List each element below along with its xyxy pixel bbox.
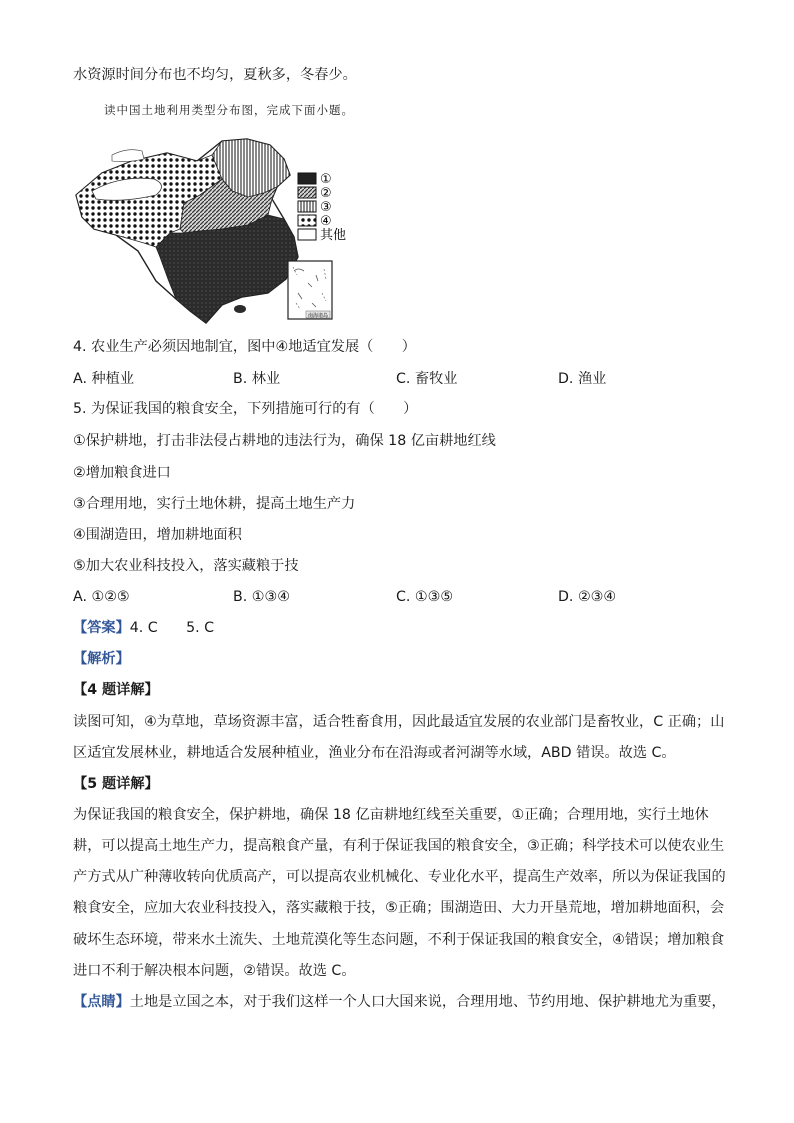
- q5-statement: ⑤加大农业科技投入，落实藏粮于技: [73, 558, 299, 574]
- q5-statement: ④围湖造田，增加耕地面积: [73, 527, 242, 543]
- paragraph-line: 水资源时间分布也不均匀，夏秋多，冬春少。: [73, 67, 357, 83]
- answer-line: [73, 618, 724, 638]
- paragraph-line: 破坏生态环境，带来水土流失、土地荒漠化等生态问题，不利于保证我国的粮食安全，④错误；增加粮食: [73, 932, 725, 948]
- dianjing-tag: 【点睛】: [73, 994, 130, 1010]
- q5-option-b: B. ①③④: [233, 589, 290, 605]
- q4-option-a: A. 种植业: [73, 371, 135, 387]
- q5-option-c: C. ①③⑤: [396, 589, 454, 605]
- legend-label: ④: [320, 214, 332, 229]
- q4-option-b: B. 林业: [233, 371, 281, 387]
- legend-swatch-1: [298, 173, 316, 184]
- legend-label: ②: [320, 186, 332, 201]
- china-land-use-map: [72, 133, 362, 325]
- q5-detail-heading: 【5 题详解】: [73, 776, 159, 792]
- paragraph-line: 产方式从广种薄收转向优质高产，可以提高农业机械化、专业化水平，提高生产效率，所以为保证我国的: [73, 869, 726, 885]
- south-china-sea-inset: [288, 261, 332, 319]
- q5-statement: ③合理用地，实行土地休耕，提高土地生产力: [73, 496, 356, 512]
- q4-option-d: D. 渔业: [558, 371, 607, 387]
- question-4: 4. 农业生产必须因地制宜，图中④地适宜发展（ ）: [73, 339, 416, 355]
- paragraph-line: 耕，可以提高土地生产力，提高粮食产量，有利于保证我国的粮食安全，③正确；科学技术可以使农业生: [73, 838, 725, 854]
- question-5: 5. 为保证我国的粮食安全，下列措施可行的有（ ）: [73, 401, 418, 417]
- q5-option-d: D. ②③④: [558, 589, 617, 605]
- paragraph-line: 进口不利于解决根本问题，②错误。故选 C。: [73, 963, 356, 979]
- legend-label: ③: [320, 200, 332, 215]
- legend-label: 其他: [320, 228, 347, 243]
- paragraph-line: 读图可知，④为草地，草场资源丰富，适合牲畜食用，因此最适宜发展的农业部门是畜牧业，C 正确；山: [73, 714, 725, 730]
- legend-swatch-4: [298, 215, 316, 226]
- q5-statement: ②增加粮食进口: [73, 465, 171, 481]
- q5-statement: ①保护耕地，打击非法侵占耕地的违法行为，确保 18 亿亩耕地红线: [73, 433, 496, 449]
- q4-detail-heading: 【4 题详解】: [73, 682, 159, 698]
- paragraph-line: 为保证我国的粮食安全，保护耕地，确保 18 亿亩耕地红线至关重要，①正确；合理用地，实行土地休: [73, 807, 709, 823]
- map-legend: [298, 172, 346, 243]
- dianjing-text: 土地是立国之本，对于我们这样一个人口大国来说，合理用地、节约用地、保护耕地尤为重要，: [129, 994, 726, 1010]
- question-intro: 读中国土地利用类型分布图，完成下面小题。: [104, 103, 354, 117]
- paragraph-line: 粮食安全，应加大农业科技投入，落实藏粮于技，⑤正确；围湖造田、大力开垦荒地，增加耕地面积，会: [73, 900, 725, 916]
- legend-swatch-other: [298, 229, 316, 240]
- answer-text: 4. C 5. C: [129, 620, 215, 636]
- dianjing-line: [73, 992, 724, 1012]
- q4-option-c: C. 畜牧业: [396, 371, 458, 387]
- analysis-tag: 【解析】: [73, 651, 130, 667]
- map-region-other: [112, 150, 144, 162]
- q5-option-a: A. ①②⑤: [73, 589, 130, 605]
- paragraph-line: 区适宜发展林业，耕地适合发展种植业，渔业分布在沿海或者河湖等水域，ABD 错误。故选 C。: [73, 745, 676, 761]
- map-region-1: [234, 305, 246, 313]
- legend-swatch-3: [298, 201, 316, 212]
- inset-label: 南海诸岛: [307, 313, 329, 319]
- legend-label: ①: [320, 172, 332, 187]
- legend-swatch-2: [298, 187, 316, 198]
- answer-tag: 【答案】: [73, 620, 130, 636]
